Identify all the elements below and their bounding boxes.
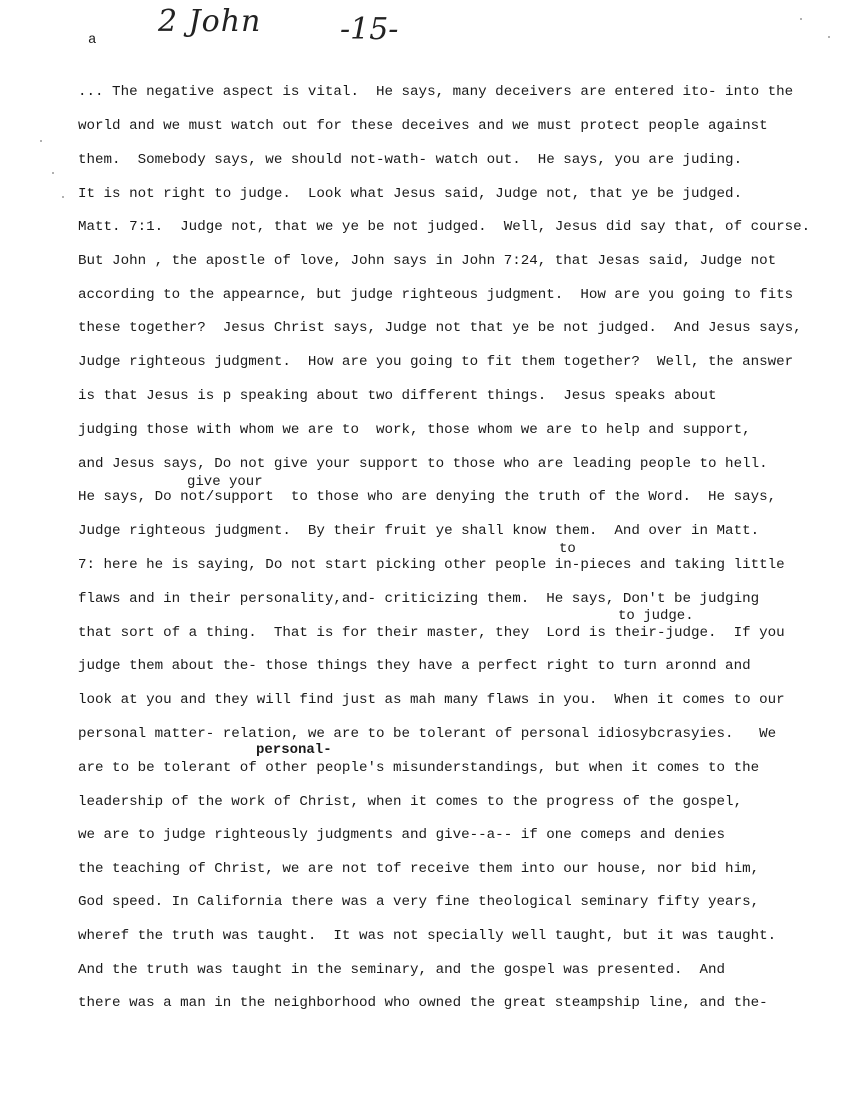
text-line: flaws and in their personality,and- criticizing them. He says, Don't be judging — [78, 591, 760, 607]
text-line: and Jesus says, Do not give your support to those who are leading people to hell. — [78, 456, 768, 472]
handwritten-title: 2 John — [158, 4, 262, 39]
insert-personal: personal- — [256, 742, 332, 758]
text-line: according to the appearnce, but judge righteous judgment. How are you going to fits — [78, 287, 794, 303]
text-line: that sort of a thing. That is for their master, they Lord is their-judge. If you — [78, 625, 785, 641]
text-line: It is not right to judge. Look what Jesus said, Judge not, that ye be judged. — [78, 186, 743, 202]
insert-give-your: give your — [187, 474, 263, 490]
text-line: world and we must watch out for these deceives and we must protect people against — [78, 118, 768, 134]
text-line: them. Somebody says, we should not-wath- watch out. He says, you are juding. — [78, 152, 743, 168]
text-line: is that Jesus is p speaking about two different things. Jesus speaks about — [78, 388, 717, 404]
text-line: are to be tolerant of other people's misunderstandings, but when it comes to the — [78, 760, 760, 776]
text-line: Judge righteous judgment. By their fruit ye shall know them. And over in Matt. — [78, 523, 760, 539]
text-line: judging those with whom we are to work, those whom we are to help and support, — [78, 422, 751, 438]
handwritten-page-number: -15- — [340, 12, 399, 47]
scan-speck — [52, 172, 54, 174]
text-line: the teaching of Christ, we are not tof receive them into our house, nor bid him, — [78, 861, 760, 877]
text-line: He says, Do not/support to those who are denying the truth of the Word. He says, — [78, 489, 777, 505]
text-line: Matt. 7:1. Judge not, that we ye be not judged. Well, Jesus did say that, of course. — [78, 219, 811, 235]
text-line: wheref the truth was taught. It was not specially well taught, but it was taught. — [78, 928, 777, 944]
text-line: there was a man in the neighborhood who owned the great steampship line, and the- — [78, 995, 768, 1011]
text-line: And the truth was taught in the seminary, and the gospel was presented. And — [78, 962, 726, 978]
text-line: these together? Jesus Christ says, Judge not that ye be not judged. And Jesus says, — [78, 320, 802, 336]
insert-to-judge: to judge. — [618, 608, 694, 624]
text-line: God speed. In California there was a very fine theological seminary fifty years, — [78, 894, 760, 910]
scan-speck — [828, 36, 830, 38]
scan-speck — [800, 18, 802, 20]
text-line: leadership of the work of Christ, when it comes to the progress of the gospel, — [78, 794, 743, 810]
scan-speck — [40, 140, 42, 142]
text-line: we are to judge righteously judgments and give--a-- if one comeps and denies — [78, 827, 726, 843]
insert-to: to — [559, 541, 576, 557]
scan-speck — [62, 196, 64, 198]
text-line: personal matter- relation, we are to be tolerant of personal idiosybcrasyies. We — [78, 726, 777, 742]
text-line: But John , the apostle of love, John says in John 7:24, that Jesas said, Judge not — [78, 253, 777, 269]
text-line: judge them about the- those things they have a perfect right to turn aronnd and — [78, 658, 751, 674]
text-line: Judge righteous judgment. How are you going to fit them together? Well, the answer — [78, 354, 794, 370]
text-line: 7: here he is saying, Do not start picking other people in-pieces and taking little — [78, 557, 785, 573]
text-line: look at you and they will find just as mah many flaws in you. When it comes to our — [78, 692, 785, 708]
corner-mark: a — [88, 32, 97, 48]
text-line: ... The negative aspect is vital. He says, many deceivers are entered ito- into the — [78, 84, 794, 100]
